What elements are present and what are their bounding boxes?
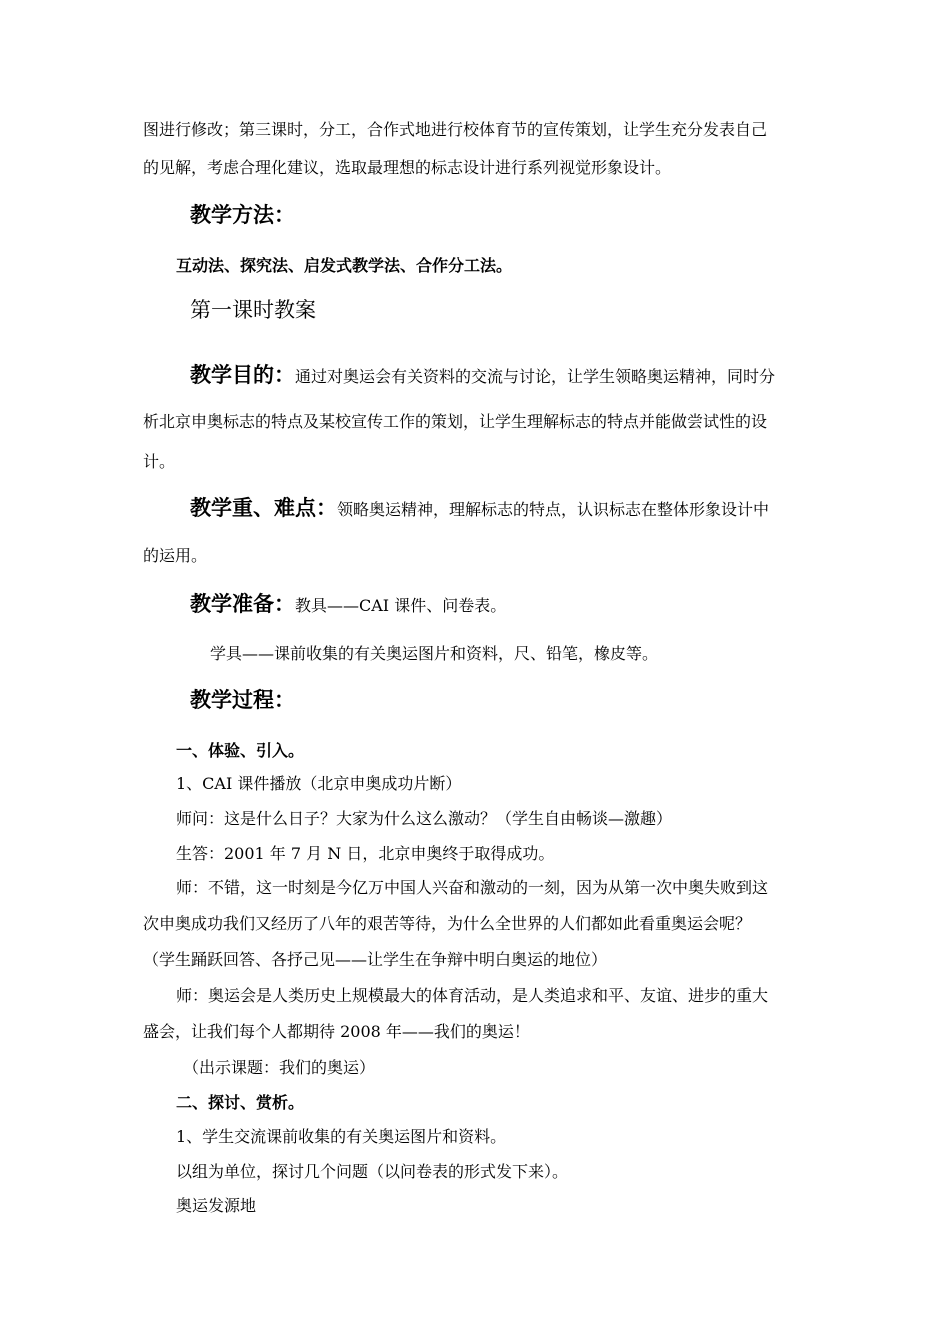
methods-text: 互动法、探究法、启发式教学法、合作分工法。 [176, 256, 513, 275]
intro-line-1: 图进行修改；第三课时，分工，合作式地进行校体育节的宣传策划，让学生充分发表自己 [143, 120, 768, 139]
prep-label: 教学准备： [190, 592, 295, 616]
prep-student: 学具——课前收集的有关奥运图片和资料，尺、铅笔，橡皮等。 [210, 644, 659, 663]
key-label: 教学重、难点： [190, 496, 337, 520]
lesson-title: 第一课时教案 [190, 298, 316, 322]
section-1-line-4c: （学生踊跃回答、各抒己见——让学生在争辩中明白奥运的地位） [143, 950, 608, 969]
intro-line-2: 的见解，考虑合理化建议，选取最理想的标志设计进行系列视觉形象设计。 [143, 158, 672, 177]
section-2-title: 二、探讨、赏析。 [176, 1093, 305, 1112]
process-heading: 教学过程： [190, 688, 295, 712]
section-1-line-6: （出示课题：我们的奥运） [183, 1058, 376, 1077]
key-line-2: 的运用。 [143, 546, 208, 565]
section-1-line-3: 生答：2001 年 7 月 N 日，北京申奥终于取得成功。 [176, 844, 555, 863]
goal-paragraph [190, 365, 775, 386]
section-1-line-4b: 次申奥成功我们又经历了八年的艰苦等待，为什么全世界的人们都如此看重奥运会呢？ [143, 914, 752, 933]
section-1-line-4a: 师：不错，这一时刻是今亿万中国人兴奋和激动的一刻，因为从第一次中奥失败到这 [176, 878, 769, 897]
key-line-1: 领略奥运精神，理解标志的特点，认识标志在整体形象设计中 [337, 500, 770, 519]
goal-line-3: 计。 [143, 452, 176, 471]
key-paragraph [190, 498, 769, 519]
prep-teacher: 教具——CAI 课件、问卷表。 [295, 596, 507, 615]
section-1-line-2: 师问：这是什么日子？大家为什么这么激动？（学生自由畅谈—激趣） [176, 809, 673, 828]
section-1-line-5a: 师：奥运会是人类历史上规模最大的体育活动，是人类追求和平、友谊、进步的重大 [176, 986, 769, 1005]
methods-heading: 教学方法： [190, 203, 295, 227]
section-1-title: 一、体验、引入。 [176, 741, 305, 760]
section-1-line-1: 1、CAI 课件播放（北京申奥成功片断） [176, 774, 462, 793]
section-2-line-3: 奥运发源地 [176, 1196, 257, 1215]
goal-label: 教学目的： [190, 363, 295, 387]
section-1-line-5b: 盛会，让我们每个人都期待 2008 年——我们的奥运！ [143, 1022, 530, 1041]
goal-line-2: 析北京申奥标志的特点及某校宣传工作的策划，让学生理解标志的特点并能做尝试性的设 [143, 412, 768, 431]
section-2-line-1: 1、学生交流课前收集的有关奥运图片和资料。 [176, 1127, 507, 1146]
goal-line-1: 通过对奥运会有关资料的交流与讨论，让学生领略奥运精神，同时分 [295, 367, 776, 386]
section-2-line-2: 以组为单位，探讨几个问题（以问卷表的形式发下来）。 [176, 1162, 569, 1181]
prep-paragraph [190, 594, 506, 615]
